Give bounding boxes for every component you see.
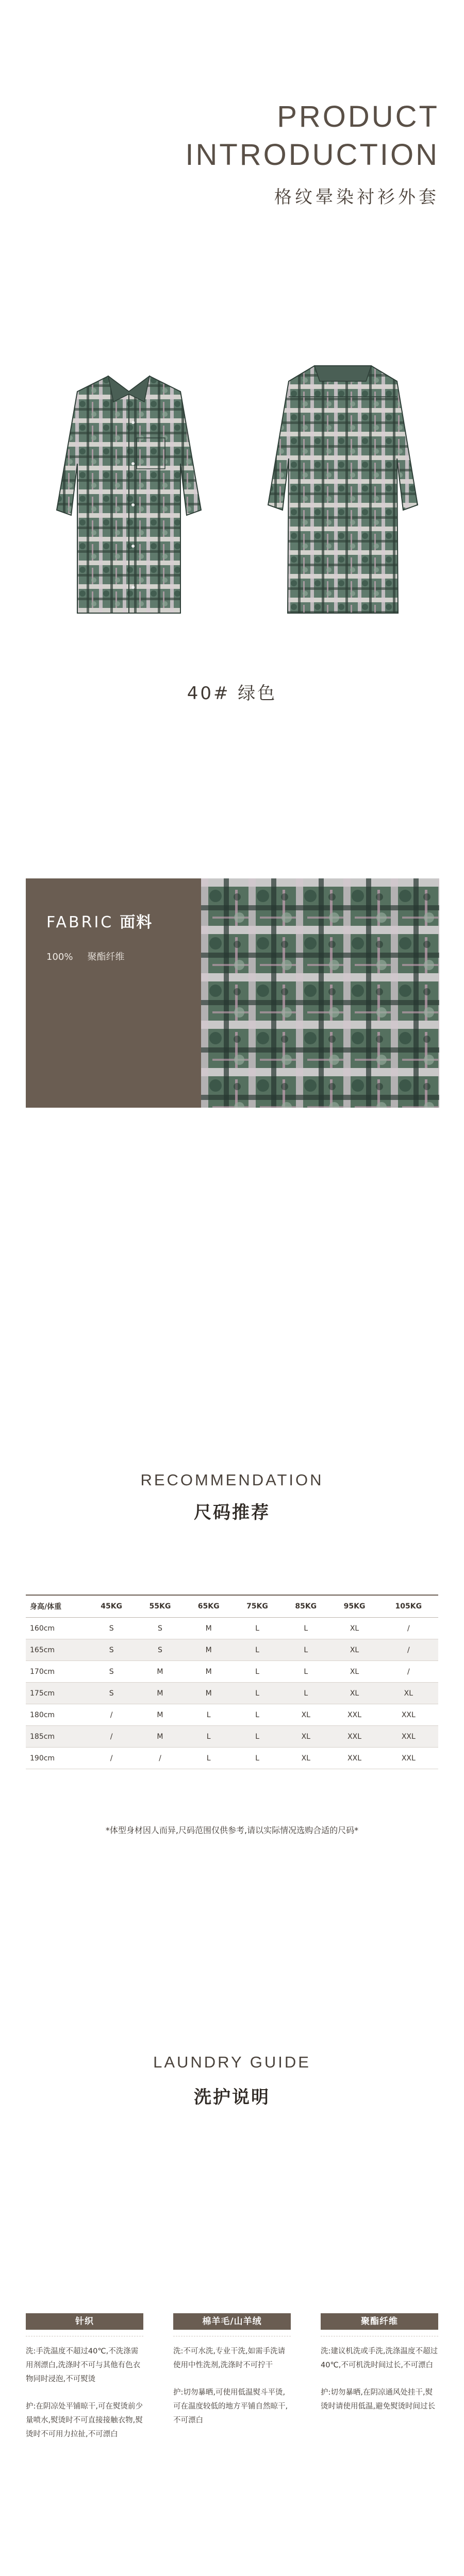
table-cell: /: [379, 1618, 438, 1639]
care-wash-text: 洗:建议机洗或手洗,洗涤温度不超过40℃,不可机洗时间过长,不可漂白: [321, 2347, 438, 2369]
table-cell: M: [185, 1639, 233, 1661]
recommendation-title-cn: 尺码推荐: [194, 1502, 270, 1523]
table-cell: /: [379, 1639, 438, 1661]
table-row: [26, 1748, 438, 1769]
table-cell: L: [185, 1704, 233, 1726]
fabric-label-cn: 面料: [120, 913, 153, 931]
size-header-65kg: 65KG: [185, 1595, 233, 1618]
care-maintain-text: 护:切勿暴晒,可使用低温熨斗平烫,可在温度较低的地方平铺自然晾干,不可漂白: [173, 2388, 288, 2425]
size-header-75kg: 75KG: [233, 1595, 281, 1618]
fabric-composition: [46, 950, 124, 963]
care-card-wool: [173, 2313, 291, 2428]
table-cell: XXL: [379, 1748, 438, 1769]
size-header-height-weight: 身高/体重: [26, 1595, 87, 1618]
size-header-105kg: 105KG: [379, 1595, 438, 1618]
fabric-label-en: FABRIC: [46, 913, 114, 931]
table-cell: XL: [330, 1639, 378, 1661]
table-cell: 170cm: [26, 1661, 87, 1683]
table-cell: L: [233, 1661, 281, 1683]
size-header-95kg: 95KG: [330, 1595, 378, 1618]
color-label: 40# 绿色: [187, 683, 277, 704]
product-name: 格纹晕染衬衫外套: [274, 187, 439, 208]
table-cell: S: [87, 1618, 136, 1639]
table-row: [26, 1618, 438, 1639]
table-cell: XL: [281, 1748, 330, 1769]
table-cell: S: [87, 1661, 136, 1683]
table-cell: XL: [330, 1683, 378, 1704]
table-cell: XL: [281, 1726, 330, 1748]
fabric-panel: [26, 878, 201, 1108]
table-cell: XXL: [379, 1704, 438, 1726]
table-cell: L: [281, 1618, 330, 1639]
size-header-85kg: 85KG: [281, 1595, 330, 1618]
table-cell: /: [136, 1748, 184, 1769]
table-cell: XXL: [379, 1726, 438, 1748]
table-cell: 185cm: [26, 1726, 87, 1748]
care-maintain-text: 护:切勿暴晒,在阴凉通风处挂干,熨烫时请使用低温,避免熨烫时间过长: [321, 2388, 436, 2411]
table-cell: M: [185, 1618, 233, 1639]
table-cell: M: [185, 1661, 233, 1683]
table-cell: XL: [379, 1683, 438, 1704]
laundry-title-en: LAUNDRY GUIDE: [153, 2053, 311, 2071]
table-cell: XXL: [330, 1726, 378, 1748]
care-wash-text: 洗:不可水洗,专业干洗,如需手洗请使用中性洗剂,洗涤时不可拧干: [173, 2347, 286, 2369]
size-note: *体型身材因人而异,尺码范围仅供参考,请以实际情况选购合适的尺码*: [105, 1825, 359, 1835]
table-cell: L: [233, 1618, 281, 1639]
table-cell: L: [233, 1639, 281, 1661]
table-row: [26, 1726, 438, 1748]
care-card-title: 棉羊毛/山羊绒: [173, 2313, 291, 2330]
table-cell: 180cm: [26, 1704, 87, 1726]
care-card-knit: [26, 2313, 143, 2442]
table-cell: M: [136, 1683, 184, 1704]
table-cell: L: [281, 1661, 330, 1683]
table-cell: XXL: [330, 1704, 378, 1726]
care-card-title: 针织: [26, 2313, 143, 2330]
product-introduction-title: [185, 98, 439, 174]
table-cell: S: [87, 1683, 136, 1704]
table-cell: L: [233, 1683, 281, 1704]
table-cell: /: [87, 1748, 136, 1769]
care-maintain-text: 护:在阴凉处平铺晾干,可在熨烫前少量喷水,熨烫时不可直接接触衣物,熨烫时不可用力拉扯,不可漂白: [26, 2402, 143, 2438]
table-cell: L: [281, 1683, 330, 1704]
shirt-front-image: [52, 371, 206, 623]
laundry-title-cn: 洗护说明: [194, 2087, 270, 2108]
table-cell: L: [281, 1639, 330, 1661]
table-cell: M: [136, 1661, 184, 1683]
title-line-2: INTRODUCTION: [185, 138, 439, 172]
table-cell: M: [136, 1726, 184, 1748]
table-cell: L: [233, 1726, 281, 1748]
table-cell: L: [233, 1748, 281, 1769]
table-cell: 165cm: [26, 1639, 87, 1661]
care-card-polyester: [321, 2313, 438, 2414]
size-header-45kg: 45KG: [87, 1595, 136, 1618]
table-cell: L: [185, 1748, 233, 1769]
size-table: [26, 1595, 438, 1769]
table-cell: /: [379, 1661, 438, 1683]
table-cell: S: [87, 1639, 136, 1661]
care-card-title: 聚酯纤维: [321, 2313, 438, 2330]
table-cell: S: [136, 1618, 184, 1639]
table-cell: M: [136, 1704, 184, 1726]
table-cell: L: [185, 1726, 233, 1748]
table-cell: /: [87, 1726, 136, 1748]
fabric-percent: 100%: [46, 952, 73, 962]
fabric-material: 聚酯纤维: [87, 952, 125, 962]
table-cell: /: [87, 1704, 136, 1726]
table-cell: XL: [330, 1661, 378, 1683]
table-row: [26, 1661, 438, 1683]
table-cell: XL: [281, 1704, 330, 1726]
recommendation-title-en: RECOMMENDATION: [140, 1471, 324, 1489]
table-cell: L: [233, 1704, 281, 1726]
table-row: [26, 1704, 438, 1726]
size-table-header-row: [26, 1595, 438, 1618]
table-cell: S: [136, 1639, 184, 1661]
shirt-back-image: [263, 361, 423, 618]
table-cell: XL: [330, 1618, 378, 1639]
care-wash-text: 洗:手洗温度不超过40℃,不洗涤需用剂漂白,洗涤时不可与其他有色衣物同时浸泡,不可熨烫: [26, 2347, 141, 2383]
table-cell: XXL: [330, 1748, 378, 1769]
table-row: [26, 1683, 438, 1704]
fabric-swatch-image: [201, 878, 439, 1108]
table-cell: 175cm: [26, 1683, 87, 1704]
table-cell: M: [185, 1683, 233, 1704]
fabric-heading: [46, 909, 153, 932]
table-row: [26, 1639, 438, 1661]
title-line-1: PRODUCT: [277, 100, 439, 133]
table-cell: 190cm: [26, 1748, 87, 1769]
table-cell: 160cm: [26, 1618, 87, 1639]
size-header-55kg: 55KG: [136, 1595, 184, 1618]
